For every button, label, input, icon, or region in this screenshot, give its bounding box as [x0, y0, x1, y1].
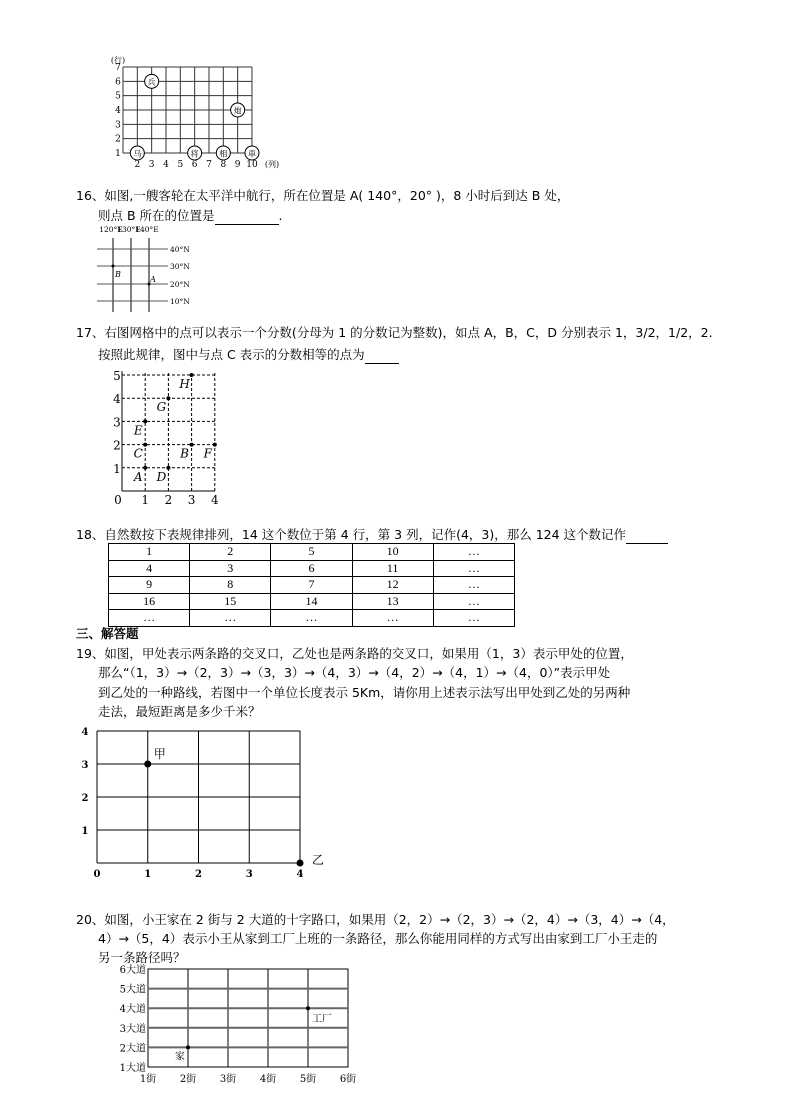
- row-tick: 7: [115, 63, 121, 73]
- q17-line2: [98, 347, 399, 364]
- col-tick: 10: [246, 159, 258, 170]
- row-tick: 4: [115, 105, 121, 116]
- x-tick: 1: [144, 869, 152, 880]
- y-tick: 3: [113, 415, 121, 430]
- q16-period: .: [278, 208, 283, 223]
- latitude-label: 30°N: [170, 262, 190, 271]
- grid-point: [190, 443, 194, 447]
- point-label: E: [133, 423, 143, 438]
- chess-piece-label: 車: [247, 149, 256, 159]
- col-tick: 6: [191, 159, 198, 170]
- table-cell: 9: [109, 577, 190, 594]
- q20-line: 20、如图，小王家在 2 街与 2 大道的十字路口，如果用（2，2）→（2，3）→（2，4）→（3，4）→（4，: [76, 912, 675, 927]
- grid-point: [143, 443, 147, 447]
- yi-label: 乙: [311, 853, 325, 867]
- point-a-label: A: [150, 275, 156, 284]
- avenue-label: 6大道: [119, 965, 146, 976]
- q20-line: 另一条路径吗？: [98, 950, 186, 965]
- factory-point: [306, 1006, 310, 1010]
- table-cell: 15: [190, 593, 271, 610]
- table-row: [109, 577, 515, 594]
- chess-piece-label: 马: [133, 149, 142, 159]
- table-cell: 7: [271, 577, 352, 594]
- avenue-label: 5大道: [119, 984, 146, 996]
- longitude-label: 120°E: [99, 225, 123, 234]
- y-tick: 4: [81, 727, 89, 738]
- chess-piece-label: 相: [219, 149, 228, 159]
- y-tick: 5: [113, 369, 121, 383]
- home-point: [186, 1045, 190, 1049]
- yi-point: [297, 860, 304, 867]
- chess-piece-label: 兵: [147, 77, 156, 87]
- table-cell: 11: [352, 560, 433, 577]
- jia-point: [144, 761, 151, 768]
- point-label: F: [203, 446, 212, 461]
- avenue-label: 2大道: [119, 1043, 146, 1055]
- table-cell: 10: [352, 544, 433, 561]
- x-tick: 4: [210, 493, 219, 507]
- row-tick: 1: [115, 148, 121, 159]
- street-label: 2街: [179, 1074, 197, 1085]
- home-label: 家: [175, 1051, 185, 1063]
- row-tick: 5: [115, 91, 121, 102]
- col-tick: 9: [234, 159, 241, 170]
- avenue-label: 4大道: [119, 1004, 146, 1016]
- chess-piece-label: 炮: [233, 106, 242, 116]
- table-cell: …: [109, 610, 190, 627]
- table-cell: 13: [352, 593, 433, 610]
- point-label: C: [133, 446, 143, 461]
- point-label: A: [133, 469, 143, 484]
- q19-line: 走法，最短距离是多少千米？: [98, 704, 261, 719]
- table-row: [109, 593, 515, 610]
- table-cell: …: [433, 610, 514, 627]
- grid-point: [166, 396, 170, 400]
- q17-answer-blank[interactable]: [365, 347, 399, 364]
- col-tick: 8: [220, 159, 227, 170]
- q18-text: [76, 527, 668, 544]
- x-tick: 2: [195, 869, 202, 880]
- section-heading: 三、解答题: [76, 626, 139, 641]
- table-row: [109, 544, 515, 561]
- x-tick: 2: [164, 493, 173, 507]
- table-cell: …: [433, 577, 514, 594]
- table-cell: …: [433, 560, 514, 577]
- street-label: 6街: [339, 1074, 357, 1085]
- col-tick: 2: [134, 159, 141, 170]
- q20-line: 4）→（5，4）表示小王从家到工厂上班的一条路径，那么你能用同样的方式写出由家到工厂小王走的: [98, 931, 658, 946]
- y-tick: 1: [113, 461, 121, 476]
- x-tick: 0: [93, 869, 101, 880]
- x-tick: 3: [187, 493, 196, 507]
- q16-answer-blank[interactable]: [215, 208, 279, 225]
- x-tick: 3: [245, 869, 253, 880]
- q16-prompt: 则点 B 所在的位置是: [98, 208, 215, 223]
- row-tick: 3: [115, 120, 121, 131]
- x-tick: 1: [141, 493, 150, 507]
- q19-line: 19、如图，甲处表示两条路的交叉口，乙处也是两条路的交叉口，如果用（1，3）表示甲处的位置，: [76, 646, 633, 661]
- street-label: 5街: [299, 1074, 317, 1085]
- avenue-label: 1大道: [119, 1063, 146, 1074]
- y-tick: 1: [81, 826, 89, 837]
- q18-prompt: 18、自然数按下表规律排列，14 这个数位于第 4 行，第 3 列，记作(4，3)，那么 124 这个数记作: [76, 527, 627, 542]
- y-tick: 2: [81, 793, 89, 804]
- table-cell: …: [271, 610, 352, 627]
- col-tick: 4: [163, 159, 169, 170]
- table-cell: …: [433, 544, 514, 561]
- table-cell: 4: [109, 560, 190, 577]
- row-tick: 2: [115, 134, 121, 145]
- y-tick: 2: [113, 438, 121, 453]
- point-b-label: B: [115, 270, 121, 279]
- x-tick: 4: [296, 869, 304, 880]
- grid-point: [213, 443, 217, 447]
- table-cell: 8: [190, 577, 271, 594]
- col-tick: 5: [177, 159, 184, 170]
- table-cell: …: [190, 610, 271, 627]
- grid-point: [143, 466, 147, 470]
- q17-prompt: 按照此规律，图中与点 C 表示的分数相等的点为: [98, 347, 365, 362]
- latitude-label: 20°N: [170, 280, 190, 289]
- latitude-label: 10°N: [170, 297, 190, 306]
- y-tick: 3: [81, 760, 89, 771]
- q16-line2: [98, 208, 283, 225]
- point-label: G: [156, 400, 167, 415]
- q18-answer-blank[interactable]: [626, 527, 668, 544]
- q16-line1: 16、如图,一艘客轮在太平洋中航行，所在位置是 A( 140°，20° )，8 小时后到达 B 处，: [76, 188, 570, 203]
- longitude-label: 140°E: [135, 225, 159, 234]
- grid-point: [190, 373, 194, 377]
- grid-point: [143, 419, 147, 423]
- table-cell: 12: [352, 577, 433, 594]
- table-cell: …: [352, 610, 433, 627]
- table-cell: 3: [190, 560, 271, 577]
- table-cell: 1: [109, 544, 190, 561]
- point-label: D: [156, 469, 167, 484]
- point-label: B: [180, 446, 190, 461]
- jia-label: 甲: [153, 747, 166, 761]
- grid-point: [166, 466, 170, 470]
- latitude-label: 40°N: [170, 245, 190, 254]
- factory-label: 工厂: [312, 1014, 332, 1026]
- col-axis-label: (列): [264, 159, 280, 169]
- q17-line1: 17、右图网格中的点可以表示一个分数(分母为 1 的分数记为整数)，如点 A，B，C，D 分别表示 1，3/2，1/2，2.: [76, 325, 713, 340]
- table-cell: 2: [190, 544, 271, 561]
- col-tick: 3: [148, 159, 155, 170]
- y-tick: 4: [113, 392, 121, 407]
- table-cell: 16: [109, 593, 190, 610]
- chess-piece-label: 将: [190, 149, 199, 159]
- street-label: 4街: [259, 1074, 277, 1085]
- longitude-label: 130°E: [117, 225, 141, 234]
- q19-line: 到乙处的一种路线，若图中一个单位长度表示 5Km，请你用上述表示法写出甲处到乙处的另两种: [98, 685, 631, 700]
- table-cell: 14: [271, 593, 352, 610]
- row-axis-label: (行): [110, 56, 126, 65]
- table-cell: …: [433, 593, 514, 610]
- point-b: [112, 265, 115, 268]
- table-row: [109, 610, 515, 627]
- row-tick: 6: [115, 77, 121, 88]
- table-cell: 5: [271, 544, 352, 561]
- street-label: 3街: [219, 1074, 237, 1085]
- table-row: [109, 560, 515, 577]
- point-label: H: [179, 377, 190, 391]
- q19-line: 那么“（1，3）→（2，3）→（3，3）→（4，3）→（4，2）→（4，1）→（4，0）”表示甲处: [98, 665, 611, 680]
- street-label: 1街: [139, 1074, 157, 1085]
- q18-number-table: [108, 543, 515, 627]
- x-tick: 0: [114, 493, 122, 507]
- avenue-label: 3大道: [119, 1023, 146, 1035]
- col-tick: 7: [206, 159, 212, 170]
- table-cell: 6: [271, 560, 352, 577]
